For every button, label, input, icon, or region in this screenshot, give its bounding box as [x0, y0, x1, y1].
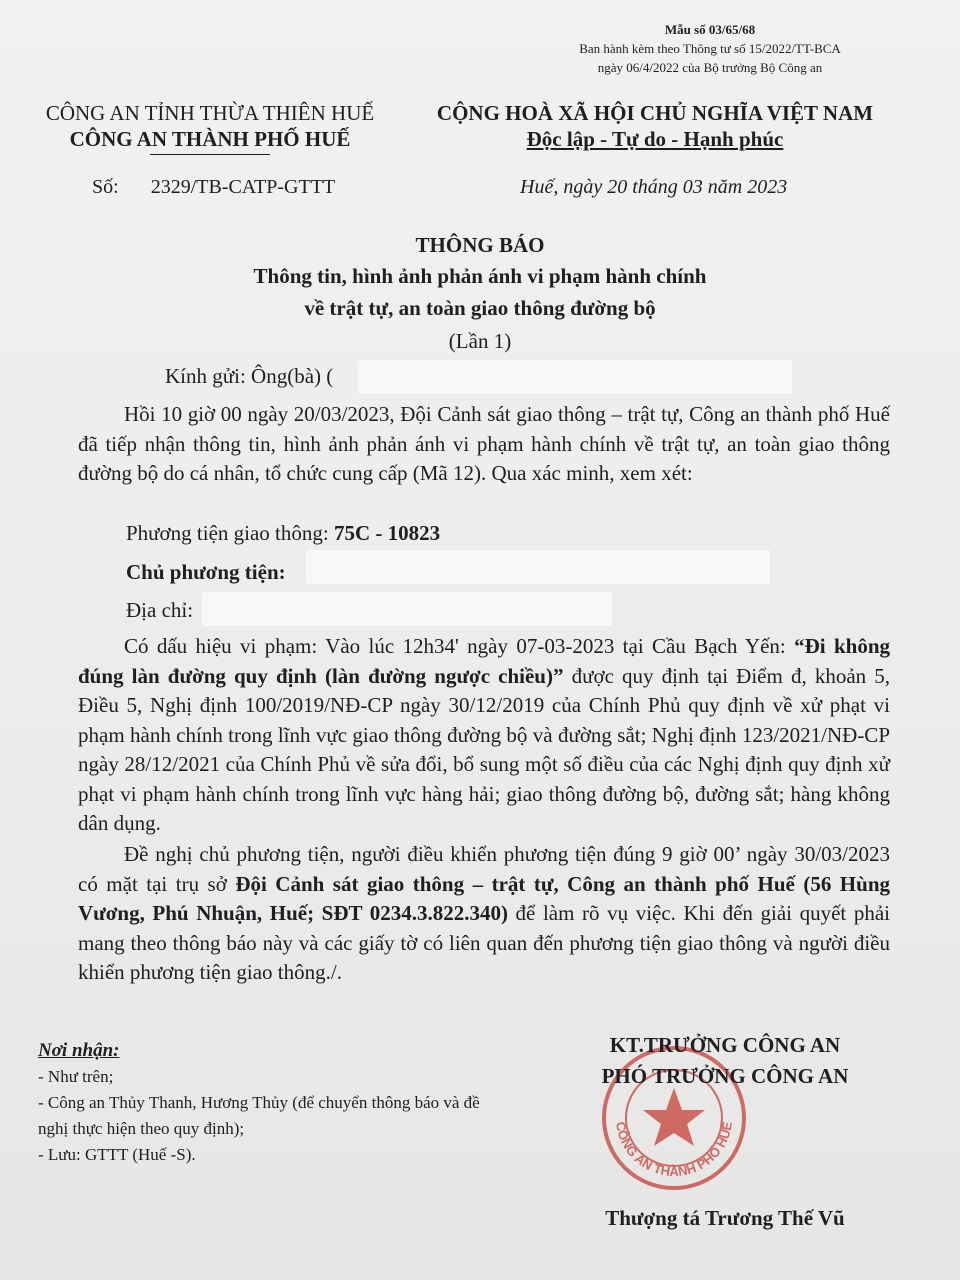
recipients-list: [38, 1038, 498, 1168]
paragraph-violation: [78, 632, 890, 839]
sign-title-2: PHÓ TRƯỞNG CÔNG AN: [601, 1064, 849, 1088]
redacted-recipient: [358, 360, 792, 394]
sign-title-1: KT.TRƯỞNG CÔNG AN: [609, 1033, 841, 1057]
violation-legal-basis: được quy định tại Điểm đ, khoản 5, Điều 5, Nghị định 100/2019/NĐ-CP ngày 30/12/2019 của Chính Phủ quy định về xử phạt vi phạm hành chính trong lĩnh vực giao thông đường bộ và đường sắt; Nghị định 123/2021/NĐ-CP ngày 28/12/2021 của Chính Phủ về sửa đổi, bổ sung một số điều của các Nghị định quy định xử phạt vi phạm hành chính trong lĩnh vực hàng hải; giao thông đường bộ, đường sắt; hàng không dân dụng.: [78, 663, 890, 835]
recipient-item: - Công an Thủy Thanh, Hương Thủy (để chuyển thông báo và đề nghị thực hiện theo quy định);: [38, 1093, 480, 1138]
document-title-block: [0, 230, 960, 358]
paragraph-intro: [78, 400, 890, 489]
form-reference: [560, 20, 860, 77]
paragraph-intro-text: Hồi 10 giờ 00 ngày 20/03/2023, Đội Cảnh sát giao thông – trật tự, Công an thành phố Huế đã tiếp nhận thông tin, hình ảnh phản ánh vi phạm hành chính về trật tự, an toàn giao thông đường bộ do cá nhân, tổ chức cung cấp (Mã 12). Qua xác minh, xem xét:: [78, 402, 890, 485]
violation-intro: Có dấu hiệu vi phạm: Vào lúc 12h34' ngày 07-03-2023 tại Cầu Bạch Yến:: [124, 634, 786, 658]
agency-underline: [150, 154, 270, 155]
form-date-line: ngày 06/4/2022 của Bộ trưởng Bộ Công an: [597, 60, 823, 75]
document-subtitle-2: về trật tự, an toàn giao thông đường bộ: [304, 296, 656, 320]
national-heading: [410, 100, 900, 152]
vehicle-field: [126, 519, 440, 547]
signer-name: Thượng tá Trương Thế Vũ: [605, 1206, 845, 1230]
recipient-label: Kính gửi: Ông(bà) (: [165, 364, 334, 388]
recipient-item: - Lưu: GTTT (Huế -S).: [38, 1145, 196, 1164]
address-field: [126, 596, 193, 624]
recipient-item: - Như trên;: [38, 1067, 114, 1086]
issuing-agency: [20, 100, 400, 155]
vehicle-label: Phương tiện giao thông:: [126, 521, 329, 545]
owner-label: Chủ phương tiện:: [126, 560, 286, 584]
seal-text: CÔNG AN THÀNH PHỐ HUẾ: [613, 1120, 735, 1180]
request-start: Đề nghị chủ phương tiện, người điều khiển phương tiện đúng 9 giờ 00’ ngày 30/03/2023 có mặt tại trụ sở: [78, 842, 890, 896]
form-code: Mẫu số 03/65/68: [664, 22, 756, 37]
document-date: Huế, ngày 20 tháng 03 năm 2023: [520, 176, 788, 198]
signature-block: [560, 1030, 890, 1092]
agency-name: CÔNG AN THÀNH PHỐ HUẾ: [69, 127, 351, 151]
document-number: [92, 176, 335, 199]
document-sequence: (Lần 1): [448, 329, 512, 353]
form-issued-line: Ban hành kèm theo Thông tư số 15/2022/TT-BCA: [579, 41, 841, 56]
recipient-line: [165, 362, 333, 390]
national-name: CỘNG HOÀ XÃ HỘI CHỦ NGHĨA VIỆT NAM: [436, 101, 874, 125]
agency-parent: CÔNG AN TỈNH THỪA THIÊN HUẾ: [45, 101, 375, 125]
redacted-address: [202, 592, 612, 626]
owner-field: [126, 558, 286, 586]
national-motto: Độc lập - Tự do - Hạnh phúc: [526, 127, 784, 151]
document-title: THÔNG BÁO: [415, 233, 545, 257]
paragraph-request: [78, 840, 890, 988]
request-location: Đội Cảnh sát giao thông – trật tự, Công an thành phố Huế (56 Hùng Vương, Phú Nhuận, Huế; SĐT 0234.3.822.340): [78, 871, 890, 925]
seal-star: [643, 1088, 705, 1146]
document-subtitle-1: Thông tin, hình ảnh phản ánh vi phạm hành chính: [253, 264, 707, 288]
violation-description: “Đi không đúng làn đường quy định (làn đường ngược chiều)”: [78, 634, 890, 688]
redacted-owner: [306, 550, 770, 584]
address-label: Địa chỉ:: [126, 598, 194, 622]
document-number-value: 2329/TB-CATP-GTTT: [150, 176, 336, 198]
recipients-heading: Nơi nhận:: [38, 1040, 120, 1061]
request-end: để làm rõ vụ việc. Khi đến giải quyết phải mang theo thông báo này và các giấy tờ có liên quan đến phương tiện giao thông và người điều khiển phương tiện giao thông./.: [78, 901, 890, 984]
vehicle-plate: 75C - 10823: [333, 521, 441, 545]
document-number-label: Số:: [92, 176, 119, 198]
